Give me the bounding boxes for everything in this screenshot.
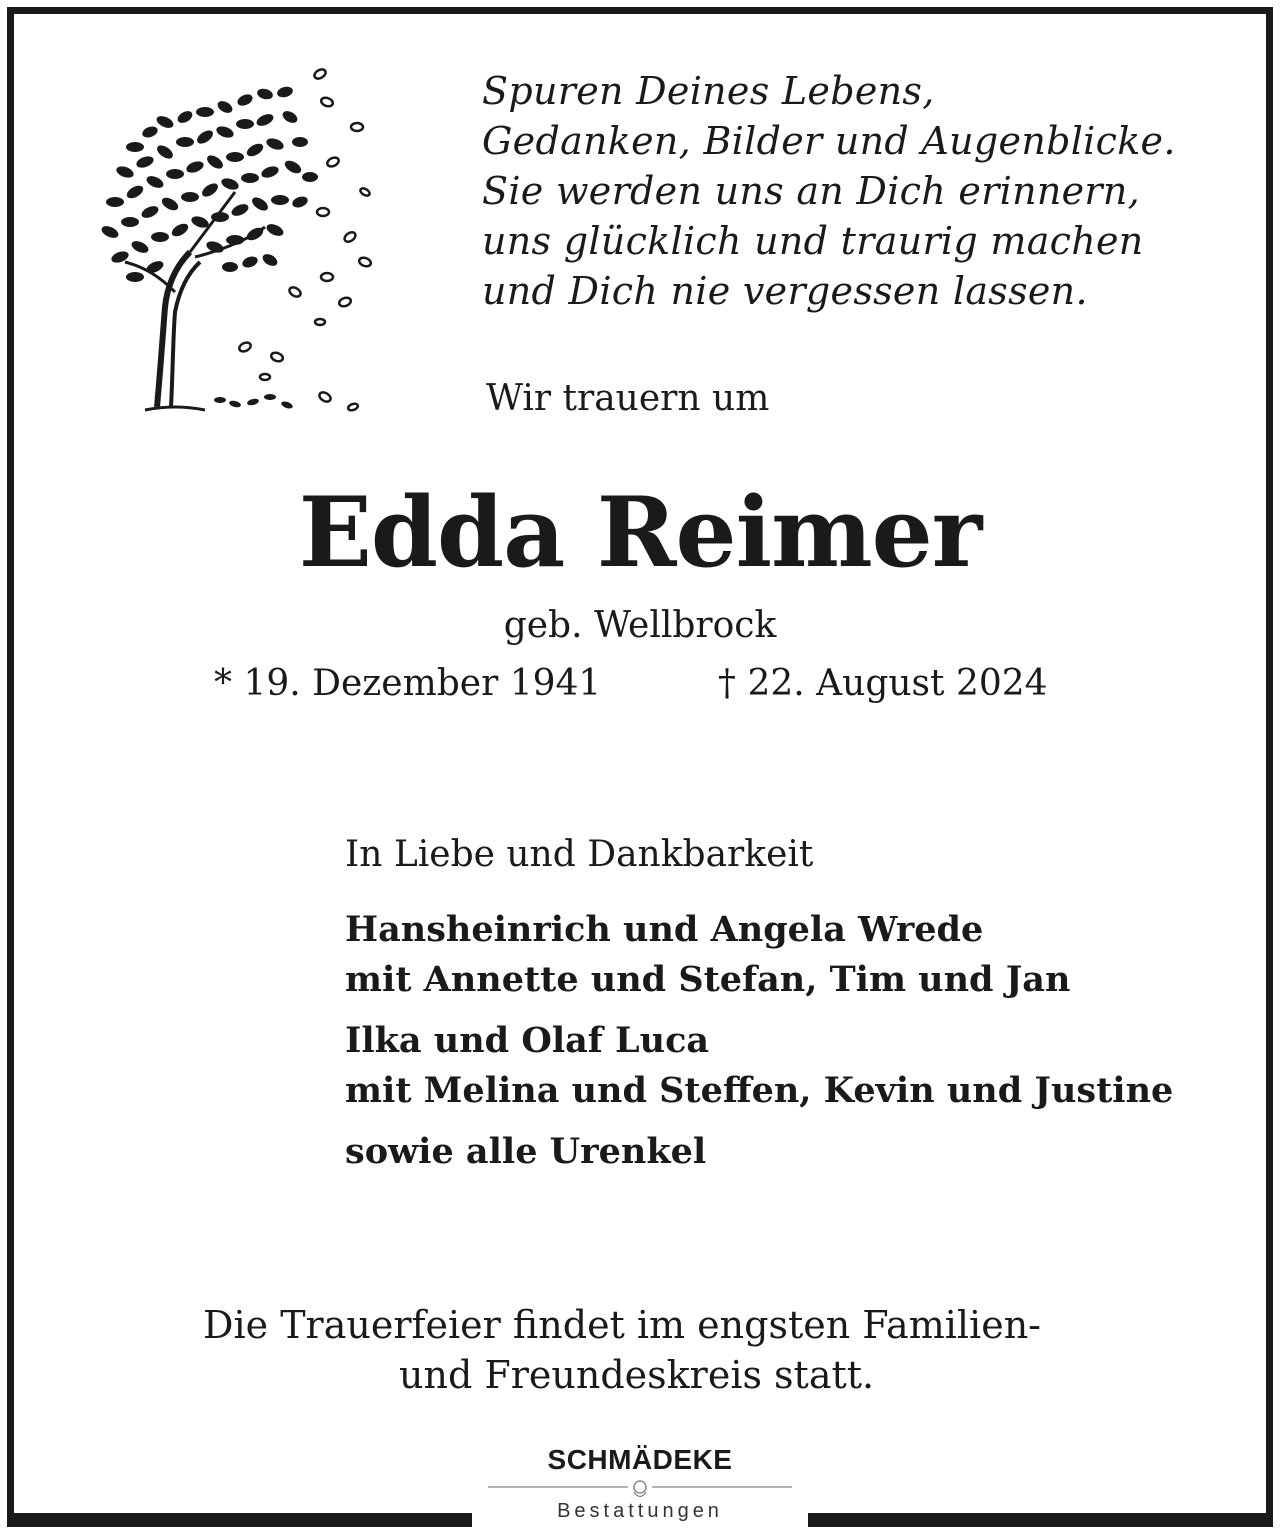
mourners-list [345, 905, 1173, 1177]
deceased-name: Edda Reimer [298, 476, 982, 589]
verse-line: Gedanken, Bilder und Augenblicke. [482, 119, 1176, 163]
verse-line: und Dich nie vergessen lassen. [482, 269, 1088, 313]
ornament-icon [478, 1478, 802, 1500]
funeral-home-subtitle: Bestattungen [557, 1500, 723, 1522]
border-bottom-right [808, 1513, 1273, 1527]
maiden-name: geb. Wellbrock [503, 605, 777, 646]
border-bottom-left [7, 1513, 472, 1527]
verse-line: Spuren Deines Lebens, [482, 69, 935, 113]
mourner-line: mit Annette und Stefan, Tim und Jan [345, 959, 1071, 1000]
windblown-tree-icon [95, 62, 385, 422]
mourning-intro: Wir trauern um [486, 378, 770, 419]
verse-line: Sie werden uns an Dich erinnern, [482, 169, 1141, 213]
mourner-line: Hansheinrich und Angela Wrede [345, 909, 984, 950]
memorial-verse [482, 66, 1242, 316]
signoff-line: In Liebe und Dankbarkeit [345, 834, 814, 875]
mourner-line: mit Melina und Steffen, Kevin und Justine [345, 1070, 1174, 1111]
funeral-home-name: SCHMÄDEKE [547, 1444, 733, 1475]
mourner-line: Ilka und Olaf Luca [345, 1020, 710, 1061]
ceremony-line: Die Trauerfeier findet im engsten Familien- [203, 1303, 1042, 1347]
ceremony-line: und Freundeskreis statt. [399, 1353, 875, 1397]
birth-date: * 19. Dezember 1941 [214, 663, 602, 704]
mourner-line: sowie alle Urenkel [345, 1131, 707, 1172]
funeral-home-logo [478, 1444, 802, 1540]
death-date: † 22. August 2024 [718, 663, 1048, 704]
verse-line: uns glücklich und traurig machen [482, 219, 1144, 263]
